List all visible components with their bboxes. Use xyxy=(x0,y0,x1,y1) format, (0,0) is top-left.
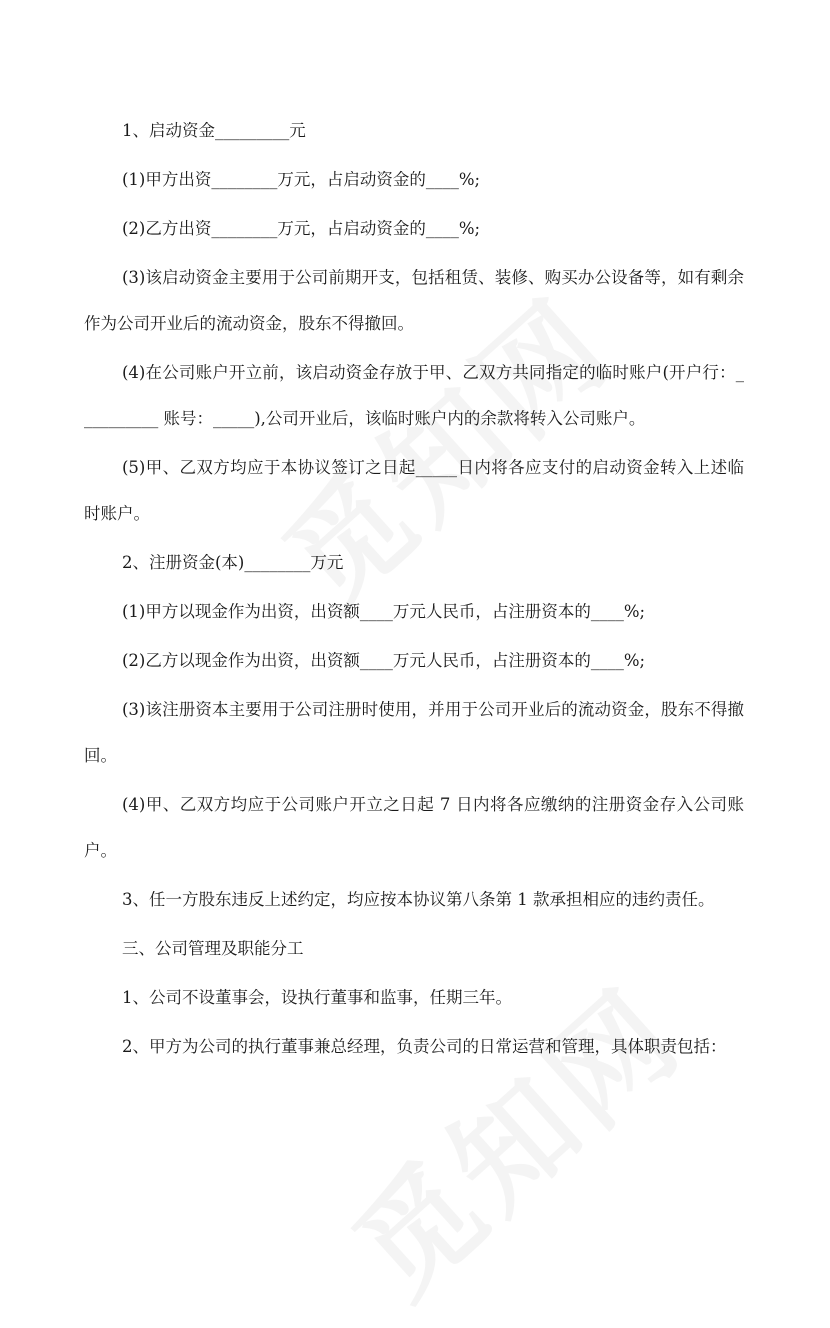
clause-party-a-duties: 2、甲方为公司的执行董事兼总经理，负责公司的日常运营和管理，具体职责包括： xyxy=(122,1037,727,1056)
clause-party-a-registered-contribution: (1)甲方以现金作为出资，出资额____万元人民币，占注册资本的____%; xyxy=(122,602,646,621)
clause-party-b-startup-contribution: (2)乙方出资________万元，占启动资金的____%; xyxy=(122,219,481,238)
clause-temporary-account: (4)在公司账户开立前，该启动资金存放于甲、乙双方共同指定的临时账户(开户行：__________ 账号：_____),公司开业后，该临时账户内的余款将转入公司账户。 xyxy=(84,363,744,428)
section-heading-management: 三、公司管理及职能分工 xyxy=(122,939,304,958)
clause-party-a-startup-contribution: (1)甲方出资________万元，占启动资金的____%; xyxy=(122,170,481,189)
document-body xyxy=(84,108,744,1073)
clause-registered-capital: 2、注册资金(本)________万元 xyxy=(122,553,344,572)
clause-startup-capital-usage: (3)该启动资金主要用于公司前期开支，包括租赁、装修、购买办公设备等，如有剩余作为公司开业后的流动资金，股东不得撤回。 xyxy=(84,268,744,333)
clause-executive-director: 1、公司不设董事会，设执行董事和监事，任期三年。 xyxy=(122,988,512,1007)
clause-party-b-registered-contribution: (2)乙方以现金作为出资，出资额____万元人民币，占注册资本的____%; xyxy=(122,651,646,670)
clause-startup-capital: 1、启动资金_________元 xyxy=(122,121,306,140)
clause-registered-capital-deposit: (4)甲、乙双方均应于公司账户开立之日起 7 日内将各应缴纳的注册资金存入公司账户。 xyxy=(84,795,744,860)
clause-registered-capital-usage: (3)该注册资本主要用于公司注册时使用，并用于公司开业后的流动资金，股东不得撤回。 xyxy=(84,700,744,765)
clause-breach-liability: 3、任一方股东违反上述约定，均应按本协议第八条第 1 款承担相应的违约责任。 xyxy=(122,890,715,909)
clause-startup-transfer-deadline: (5)甲、乙双方均应于本协议签订之日起_____日内将各应支付的启动资金转入上述临时账户。 xyxy=(84,458,744,523)
